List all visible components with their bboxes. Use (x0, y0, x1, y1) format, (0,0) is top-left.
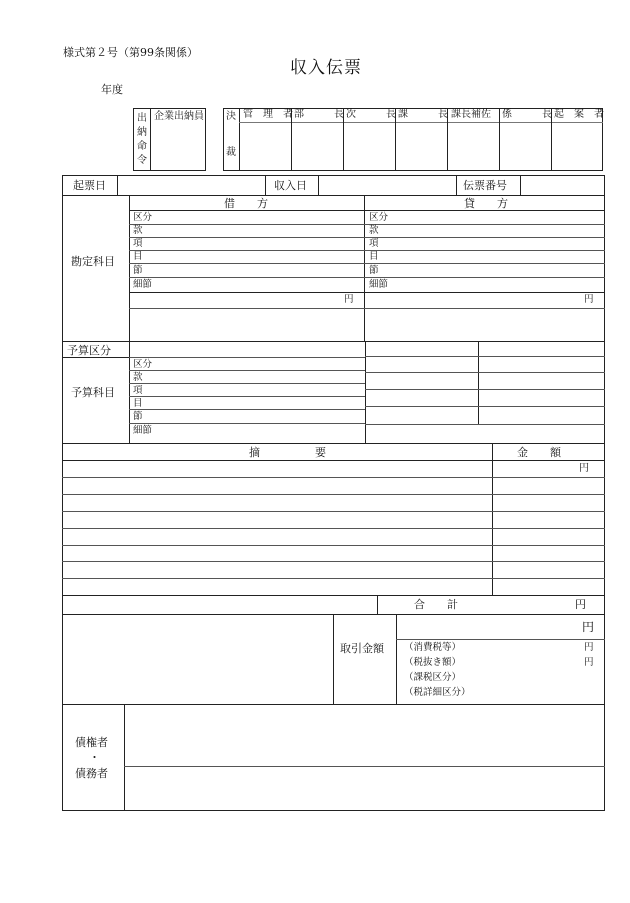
total-yen-unit: 円 (575, 598, 586, 611)
amount-header: 金 額 (517, 446, 561, 459)
enterprise-cashier-stamp-field[interactable] (151, 124, 205, 170)
enterprise-cashier-label: 企業出納員 (154, 111, 204, 122)
stamp-field-director[interactable] (292, 123, 343, 170)
summary-text-area[interactable] (63, 461, 492, 595)
total-label: 合 計 (414, 598, 458, 611)
stamp-field-subsection-chief[interactable] (500, 123, 551, 170)
approval-col-deputy-director: 次 長 (346, 109, 396, 120)
stamp-field-drafter[interactable] (552, 123, 602, 170)
credit-row-setsu: 節 (369, 265, 379, 276)
issue-date-label: 起票日 (73, 179, 106, 192)
approval-col-manager: 管 理 者 (243, 109, 293, 120)
page-title: 収入伝票 (290, 58, 362, 78)
treasury-order-char-4: 令 (137, 155, 147, 166)
consumption-tax-label: （消費税等） (404, 642, 462, 653)
budget-row-kubun: 区分 (133, 359, 153, 370)
approval-col-director: 部 長 (294, 109, 344, 120)
budget-row-kan: 款 (133, 372, 143, 383)
receipt-date-field[interactable] (319, 176, 456, 195)
credit-row-kou: 項 (369, 238, 379, 249)
credit-row-kubun: 区分 (369, 212, 389, 223)
treasury-order-char-1: 出 (137, 113, 147, 124)
tax-category-label: （課税区分） (404, 672, 462, 683)
credit-row-saisetsu: 細節 (369, 279, 389, 290)
creditor-field[interactable] (125, 705, 604, 766)
budget-category-label: 予算区分 (67, 344, 111, 357)
transaction-amount-label: 取引金額 (340, 642, 384, 655)
treasury-order-char-2: 納 (137, 127, 147, 138)
credit-row-kan: 款 (369, 225, 379, 236)
issue-date-field[interactable] (118, 176, 265, 195)
debit-header: 借 方 (224, 197, 268, 210)
credit-row-moku: 目 (369, 251, 379, 262)
fiscal-year-label: 年度 (101, 83, 123, 96)
voucher-number-field[interactable] (521, 176, 604, 195)
approval-char-2: 裁 (226, 147, 236, 158)
debit-row-saisetsu: 細節 (133, 279, 153, 290)
debit-row-kou: 項 (133, 238, 143, 249)
credit-amount-field[interactable] (365, 293, 580, 308)
stamp-field-assistant-chief[interactable] (448, 123, 499, 170)
approval-col-subsection-chief: 係 長 (502, 109, 552, 120)
debit-row-kan: 款 (133, 225, 143, 236)
amount-yen-unit: 円 (579, 463, 589, 474)
budget-row-saisetsu: 細節 (133, 425, 153, 436)
debit-row-kubun: 区分 (133, 212, 153, 223)
tax-excluded-label: （税抜き額） (404, 657, 462, 668)
approval-col-assistant-chief: 課長補佐 (451, 109, 491, 120)
budget-account-label: 予算科目 (71, 386, 115, 399)
creditor-debtor-separator: ・ (89, 751, 100, 764)
debit-row-setsu: 節 (133, 265, 143, 276)
stamp-field-manager[interactable] (240, 123, 291, 170)
remarks-area[interactable] (63, 615, 333, 704)
debit-row-moku: 目 (133, 251, 143, 262)
total-amount-field[interactable] (470, 596, 570, 614)
stamp-field-section-chief[interactable] (396, 123, 447, 170)
debtor-field[interactable] (125, 767, 604, 810)
credit-yen-unit: 円 (584, 294, 594, 305)
summary-header: 摘 要 (249, 446, 326, 459)
account-title-label: 勘定科目 (71, 255, 115, 268)
budget-row-setsu: 節 (133, 411, 143, 422)
receipt-date-label: 収入日 (274, 179, 307, 192)
voucher-number-label: 伝票番号 (463, 179, 507, 192)
creditor-label: 債権者 (75, 736, 108, 749)
transaction-amount-field[interactable] (397, 615, 577, 639)
amount-entries-field[interactable] (493, 477, 604, 595)
approval-col-drafter: 起 案 者 (554, 109, 604, 120)
debit-yen-unit: 円 (344, 294, 354, 305)
approval-col-section-chief: 課 長 (398, 109, 448, 120)
approval-char-1: 決 (226, 111, 236, 122)
debtor-label: 債務者 (75, 767, 108, 780)
budget-row-moku: 目 (133, 398, 143, 409)
tax-detail-category-label: （税詳細区分） (404, 687, 471, 698)
treasury-order-char-3: 命 (137, 141, 147, 152)
stamp-field-deputy-director[interactable] (344, 123, 395, 170)
transaction-yen-unit: 円 (582, 620, 595, 634)
debit-amount-field[interactable] (130, 293, 340, 308)
consumption-tax-yen: 円 (584, 642, 594, 653)
credit-header: 貸 方 (464, 197, 508, 210)
tax-excluded-yen: 円 (584, 657, 594, 668)
budget-row-kou: 項 (133, 385, 143, 396)
form-number: 様式第２号（第99条関係） (63, 46, 198, 59)
